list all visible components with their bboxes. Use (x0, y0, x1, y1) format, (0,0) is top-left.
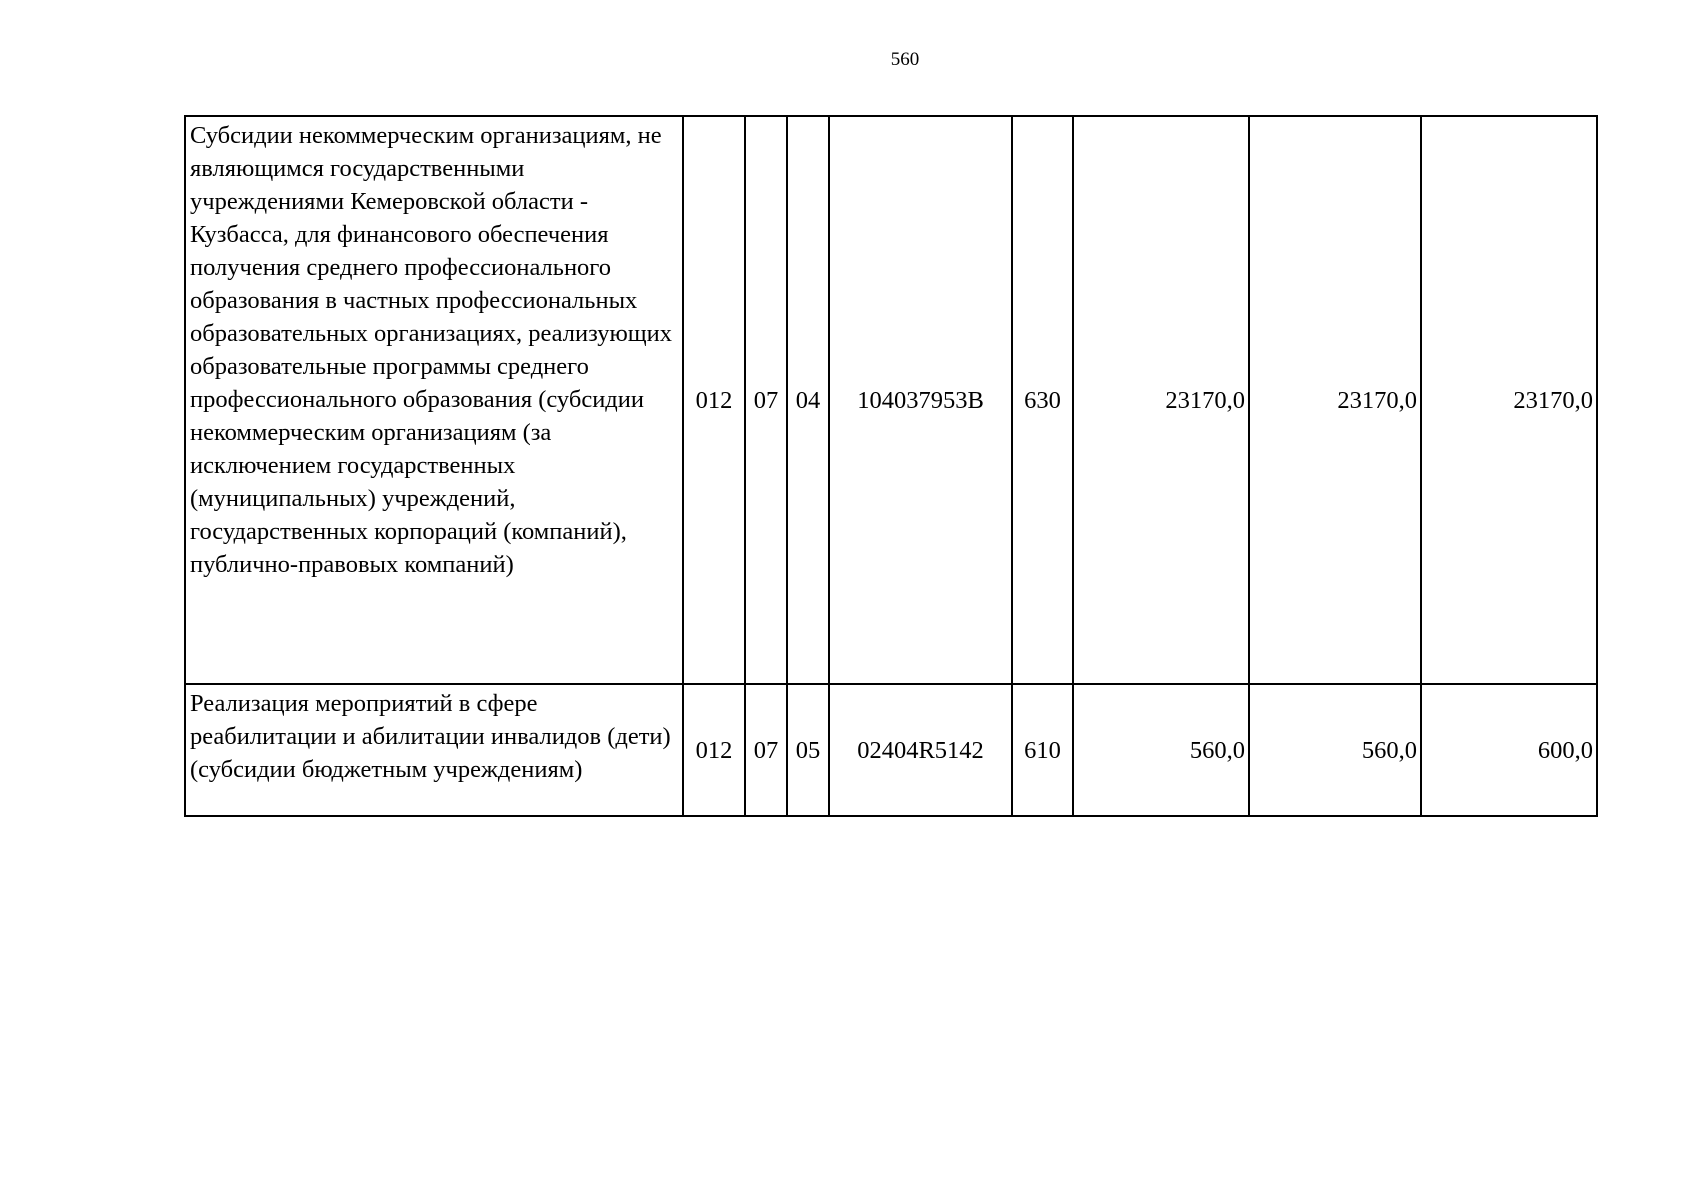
expense-type-cell: 610 (1012, 684, 1073, 816)
table-row (185, 684, 1597, 816)
page-number: 560 (890, 49, 920, 70)
amount-2-cell: 23170,0 (1249, 116, 1421, 684)
section-cell: 07 (745, 684, 787, 816)
amount-2-cell: 560,0 (1249, 684, 1421, 816)
section-cell: 07 (745, 116, 787, 684)
ministry-code-cell: 012 (683, 116, 745, 684)
subsection-cell: 05 (787, 684, 829, 816)
amount-1-cell: 23170,0 (1073, 116, 1249, 684)
amount-3-cell: 23170,0 (1421, 116, 1597, 684)
target-article-cell: 02404R5142 (829, 684, 1012, 816)
amount-1-cell: 560,0 (1073, 684, 1249, 816)
budget-table (184, 115, 1598, 817)
expense-type-cell: 630 (1012, 116, 1073, 684)
table-row (185, 116, 1597, 684)
amount-3-cell: 600,0 (1421, 684, 1597, 816)
ministry-code-cell: 012 (683, 684, 745, 816)
row-description: Субсидии некоммерческим организациям, не являющимся государственными учреждениями Кемеровской области - Кузбасса, для финансового обеспечения получения среднего профессионального образования в частных профессиональных образовательных организациях, реализующих образовательные программы среднего профессионального образования (субсидии некоммерческим организациям (за исключением государственных (муниципальных) учреждений, государственных корпораций (компаний), публично-правовых компаний) (185, 116, 683, 684)
subsection-cell: 04 (787, 116, 829, 684)
row-description: Реализация мероприятий в сфере реабилитации и абилитации инвалидов (дети) (субсидии бюджетным учреждениям) (185, 684, 683, 816)
target-article-cell: 104037953В (829, 116, 1012, 684)
